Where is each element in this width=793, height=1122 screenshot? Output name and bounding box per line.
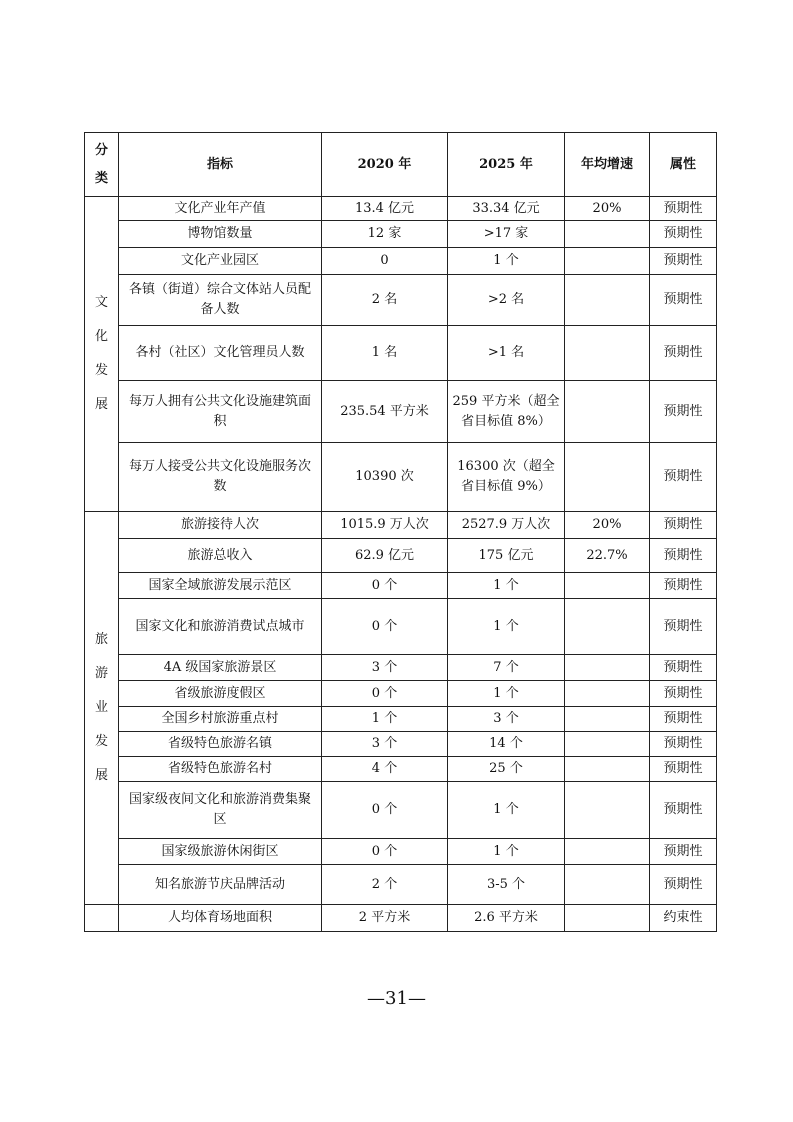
cell-attribute: 预期性: [650, 681, 717, 707]
cell-2025: 1 个: [448, 839, 565, 865]
cell-attribute: 预期性: [650, 757, 717, 782]
cell-growth: [565, 732, 650, 757]
cell-growth: [565, 707, 650, 732]
table-row: [85, 275, 717, 326]
cell-2020: 0 个: [322, 573, 448, 599]
table-row: [85, 782, 717, 839]
cell-growth: [565, 782, 650, 839]
cell-growth: [565, 573, 650, 599]
cell-indicator: 文化产业园区: [119, 248, 322, 275]
cell-2025: 3-5 个: [448, 865, 565, 905]
cell-indicator: 国家全域旅游发展示范区: [119, 573, 322, 599]
cell-attribute: 预期性: [650, 707, 717, 732]
header-row: [85, 133, 717, 197]
category-culture: 文 化 发 展: [85, 197, 119, 512]
cell-indicator: 国家文化和旅游消费试点城市: [119, 599, 322, 655]
cell-2025: >2 名: [448, 275, 565, 326]
cell-growth: [565, 905, 650, 932]
cell-indicator: 文化产业年产值: [119, 197, 322, 221]
header-2020: 2020 年: [322, 133, 448, 197]
cell-2025: 1 个: [448, 599, 565, 655]
cell-indicator: 每万人拥有公共文化设施建筑面积: [119, 381, 322, 443]
cell-growth: 20%: [565, 512, 650, 539]
cell-growth: [565, 326, 650, 381]
table-row: [85, 905, 717, 932]
cell-attribute: 预期性: [650, 539, 717, 573]
cell-2020: 62.9 亿元: [322, 539, 448, 573]
cell-2025: 259 平方米（超全省目标值 8%）: [448, 381, 565, 443]
table-row: [85, 865, 717, 905]
cell-attribute: 预期性: [650, 512, 717, 539]
cell-2020: 2 平方米: [322, 905, 448, 932]
cell-growth: [565, 757, 650, 782]
cell-growth: [565, 839, 650, 865]
cell-growth: 20%: [565, 197, 650, 221]
table-row: [85, 197, 717, 221]
cell-2025: 7 个: [448, 655, 565, 681]
cell-2025: >1 名: [448, 326, 565, 381]
cell-2020: 12 家: [322, 221, 448, 248]
cell-indicator: 博物馆数量: [119, 221, 322, 248]
cell-attribute: 预期性: [650, 197, 717, 221]
table-row: [85, 326, 717, 381]
cell-2025: 2.6 平方米: [448, 905, 565, 932]
cell-attribute: 预期性: [650, 275, 717, 326]
cell-2020: 3 个: [322, 732, 448, 757]
indicator-table: [84, 132, 717, 932]
cell-2020: 4 个: [322, 757, 448, 782]
cell-indicator: 各镇（街道）综合文体站人员配备人数: [119, 275, 322, 326]
header-indicator: 指标: [119, 133, 322, 197]
table-row: [85, 539, 717, 573]
cell-2020: 235.54 平方米: [322, 381, 448, 443]
cell-2020: 1 名: [322, 326, 448, 381]
cell-indicator: 4A 级国家旅游景区: [119, 655, 322, 681]
cell-2025: 1 个: [448, 681, 565, 707]
table-row: [85, 381, 717, 443]
table-row: [85, 839, 717, 865]
table-row: [85, 512, 717, 539]
cell-2020: 0 个: [322, 599, 448, 655]
cell-2020: 13.4 亿元: [322, 197, 448, 221]
cell-indicator: 国家级夜间文化和旅游消费集聚区: [119, 782, 322, 839]
header-2025: 2025 年: [448, 133, 565, 197]
cell-indicator: 旅游接待人次: [119, 512, 322, 539]
cell-indicator: 旅游总收入: [119, 539, 322, 573]
cell-2025: >17 家: [448, 221, 565, 248]
cell-growth: [565, 443, 650, 512]
page-number: —31—: [367, 988, 426, 1009]
cell-indicator: 人均体育场地面积: [119, 905, 322, 932]
cell-attribute: 预期性: [650, 732, 717, 757]
cell-growth: [565, 221, 650, 248]
cell-2020: 10390 次: [322, 443, 448, 512]
table-row: [85, 732, 717, 757]
cell-growth: [565, 275, 650, 326]
cell-attribute: 预期性: [650, 381, 717, 443]
cell-growth: 22.7%: [565, 539, 650, 573]
cell-growth: [565, 681, 650, 707]
cell-attribute: 预期性: [650, 655, 717, 681]
table-row: [85, 599, 717, 655]
cell-2025: 25 个: [448, 757, 565, 782]
table-row: [85, 655, 717, 681]
cell-attribute: 预期性: [650, 599, 717, 655]
category-tourism: 旅 游 业 发 展: [85, 512, 119, 905]
cell-2020: 2 个: [322, 865, 448, 905]
cell-attribute: 约束性: [650, 905, 717, 932]
cell-2025: 1 个: [448, 248, 565, 275]
cell-2025: 1 个: [448, 573, 565, 599]
cell-2025: 1 个: [448, 782, 565, 839]
cell-indicator: 国家级旅游休闲街区: [119, 839, 322, 865]
cell-attribute: 预期性: [650, 865, 717, 905]
category-sports: [85, 905, 119, 932]
cell-attribute: 预期性: [650, 248, 717, 275]
cell-2025: 3 个: [448, 707, 565, 732]
cell-attribute: 预期性: [650, 573, 717, 599]
table-row: [85, 681, 717, 707]
cell-growth: [565, 655, 650, 681]
cell-2025: 14 个: [448, 732, 565, 757]
cell-2020: 0: [322, 248, 448, 275]
cell-2020: 2 名: [322, 275, 448, 326]
cell-growth: [565, 248, 650, 275]
table-row: [85, 757, 717, 782]
cell-2020: 1015.9 万人次: [322, 512, 448, 539]
cell-attribute: 预期性: [650, 326, 717, 381]
cell-attribute: 预期性: [650, 443, 717, 512]
cell-2020: 3 个: [322, 655, 448, 681]
table-row: [85, 221, 717, 248]
cell-growth: [565, 599, 650, 655]
cell-indicator: 省级特色旅游名村: [119, 757, 322, 782]
header-growth: 年均增速: [565, 133, 650, 197]
cell-attribute: 预期性: [650, 221, 717, 248]
cell-indicator: 知名旅游节庆品牌活动: [119, 865, 322, 905]
cell-indicator: 省级特色旅游名镇: [119, 732, 322, 757]
cell-growth: [565, 381, 650, 443]
table-row: [85, 248, 717, 275]
cell-indicator: 每万人接受公共文化设施服务次数: [119, 443, 322, 512]
cell-2025: 16300 次（超全省目标值 9%）: [448, 443, 565, 512]
cell-2025: 175 亿元: [448, 539, 565, 573]
cell-2020: 0 个: [322, 839, 448, 865]
cell-2025: 33.34 亿元: [448, 197, 565, 221]
table-row: [85, 443, 717, 512]
cell-indicator: 全国乡村旅游重点村: [119, 707, 322, 732]
cell-indicator: 各村（社区）文化管理员人数: [119, 326, 322, 381]
table-row: [85, 707, 717, 732]
cell-2020: 0 个: [322, 681, 448, 707]
header-attribute: 属性: [650, 133, 717, 197]
cell-growth: [565, 865, 650, 905]
cell-2020: 1 个: [322, 707, 448, 732]
table-row: [85, 573, 717, 599]
cell-attribute: 预期性: [650, 839, 717, 865]
header-category: 分 类: [85, 133, 119, 197]
cell-2020: 0 个: [322, 782, 448, 839]
cell-attribute: 预期性: [650, 782, 717, 839]
cell-2025: 2527.9 万人次: [448, 512, 565, 539]
cell-indicator: 省级旅游度假区: [119, 681, 322, 707]
